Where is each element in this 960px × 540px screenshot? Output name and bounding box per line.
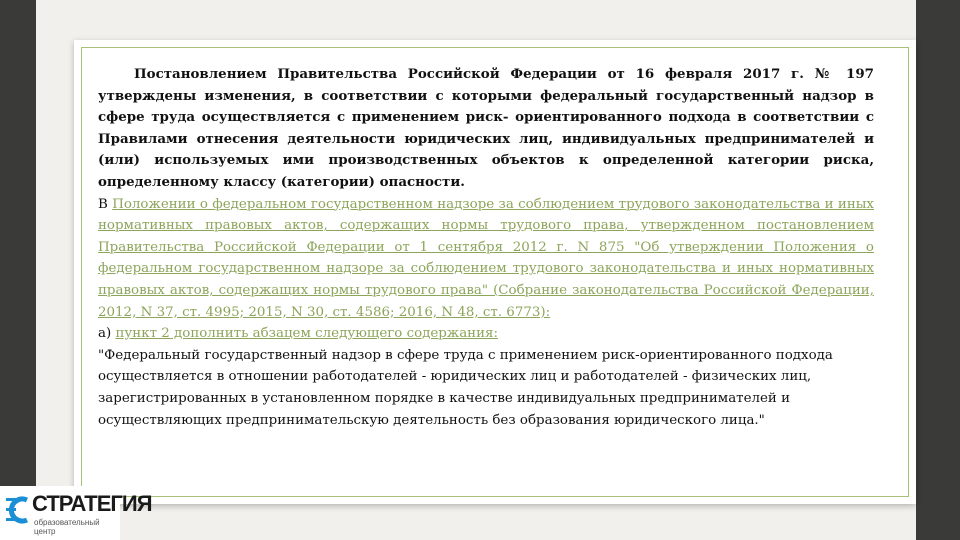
regulation-paragraph (98, 194, 874, 324)
logo-subtitle-line1: образовательный (34, 518, 100, 527)
document-card (74, 40, 916, 504)
logo-name: СТРАТЕГИЯ (32, 491, 152, 516)
regulation-link[interactable]: Положении о федеральном государственном надзоре за соблюдением трудового законодательства и иных нормативных правовых актов, содержащих нормы трудового права, утвержденном постановлением Правительства Российской Федерации от 1 сентября 2012 г. N 875 "Об утверждении Положения о федеральном государственном надзоре за соблюдением трудового законодательства и иных нормативных правовых актов, содержащих нормы трудового права" (Собрание законодательства Российской Федерации, 2012, N 37, ст. 4995; 2015, N 30, ст. 4586; 2016, N 48, ст. 6773): (98, 196, 874, 320)
clause-2-link[interactable]: пункт 2 дополнить абзацем следующего содержания: (115, 326, 498, 342)
right-dark-bar (916, 0, 960, 540)
amendment-paragraph (98, 323, 874, 345)
left-dark-bar (0, 0, 36, 540)
logo-subtitle (34, 518, 100, 536)
amendment-prefix: а) (98, 326, 116, 342)
document-text (98, 64, 874, 431)
regulation-prefix: В (98, 196, 113, 212)
logo-subtitle-line2: центр (34, 527, 56, 536)
quoted-amendment: "Федеральный государственный надзор в сфере труда с применением риск-ориентированного подхода осуществляется в отношении работодателей - юридических лиц и работодателей - физических лиц, зарегистрированных в установленном порядке в качестве индивидуальных предпринимателей и осуществляющих предпринимательскую деятельность без образования юридического лица." (98, 347, 833, 428)
strategy-logo (0, 486, 152, 540)
resolution-paragraph: Постановлением Правительства Российской Федерации от 16 февраля 2017 г. № 197 утверждены изменения, в соответствии с которыми федеральный государственный надзор в сфере труда осуществляется с применением риск- ориентированного подхода в соответствии с Правилами отнесения деятельности юридических лиц, индивидуальных предпринимателей и (или) используемых ими производственных объектов к определенной категории риска, определенному классу (категории) опасности. (98, 66, 874, 190)
strategy-logo-icon (6, 496, 28, 524)
